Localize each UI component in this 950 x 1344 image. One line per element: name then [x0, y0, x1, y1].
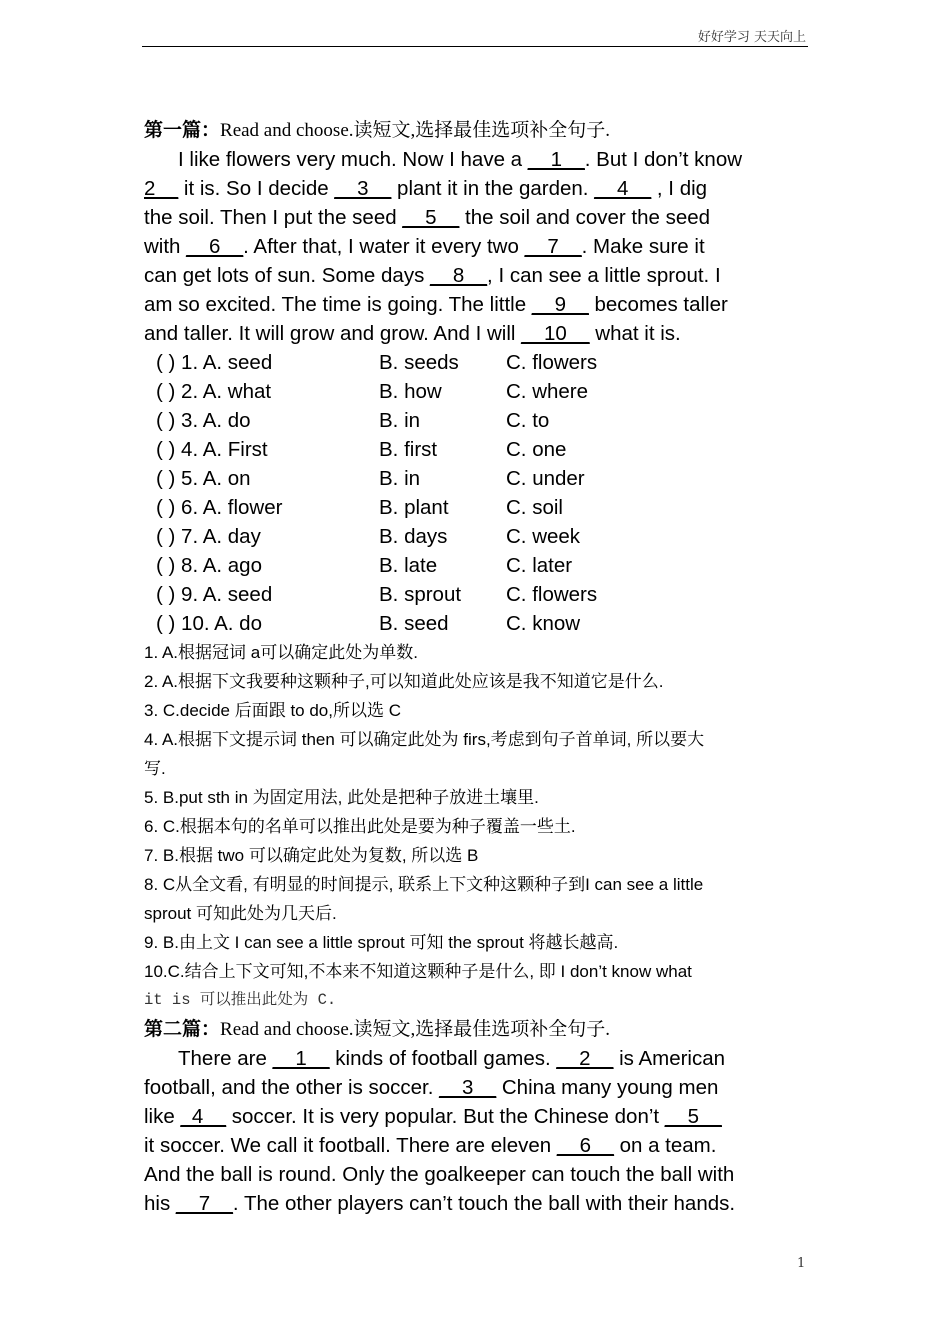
option-row — [144, 609, 812, 638]
option-b: B. in — [379, 409, 421, 432]
section-1-answers — [144, 638, 812, 1015]
blank: __2__ — [556, 1047, 614, 1070]
passage-line: the soil. Then I put the seed __5__ the soil and cover the seed — [144, 203, 812, 232]
blank: __6__ — [556, 1134, 614, 1157]
section-1-passage — [144, 145, 812, 348]
answer-note: 2. A.根据下文我要种这颗种子,可以知道此处应该是我不知道它是什么. — [144, 672, 664, 691]
question-number: ( ) 1. A. seed — [156, 351, 273, 374]
option-row — [144, 406, 812, 435]
question-number: ( ) 3. A. do — [156, 409, 251, 432]
option-row — [144, 464, 812, 493]
passage-line: football, and the other is soccer. __3__ China many young men — [144, 1073, 812, 1102]
question-number: ( ) 8. A. ago — [156, 554, 262, 577]
answer-note: 4. A.根据下文提示词 then 可以确定此处为 firs,考虑到句子首单词, 所以要大 — [144, 730, 705, 749]
passage-line: 2__ it is. So I decide __3__ plant it in the garden. __4__ , I dig — [144, 174, 812, 203]
question-number: ( ) 7. A. day — [156, 525, 261, 548]
answer-note: 9. B.由上文 I can see a little sprout 可知 the sprout 将越长越高. — [144, 933, 619, 952]
header-text: 好好学习 天天向上 — [697, 30, 806, 45]
question-number: ( ) 4. A. First — [156, 438, 268, 461]
option-c: C. flowers — [506, 351, 598, 374]
section-1-title-bold: 第一篇： — [144, 120, 221, 141]
passage-line: with __6__. After that, I water it every two __7__. Make sure it — [144, 232, 812, 261]
answer-note: 5. B.put sth in 为固定用法, 此处是把种子放进土壤里. — [144, 788, 539, 807]
answer-note: 1. A.根据冠词 a可以确定此处为单数. — [144, 643, 418, 662]
blank: __3__ — [334, 177, 392, 200]
page-number: 1 — [797, 1256, 806, 1271]
answer-note: it is 可以推出此处为 C. — [144, 991, 337, 1009]
blank: __5__ — [664, 1105, 722, 1128]
option-b: B. seed — [379, 612, 449, 635]
blank: __5__ — [402, 206, 460, 229]
answer-note: 3. C.decide 后面跟 to do,所以选 C — [144, 701, 401, 720]
passage-line: I like flowers very much. Now I have a __1__. But I don’t know — [144, 145, 812, 174]
option-c: C. one — [506, 438, 567, 461]
passage-line: it soccer. We call it football. There are eleven __6__ on a team. — [144, 1131, 812, 1160]
option-row — [144, 551, 812, 580]
section-1-title — [144, 116, 812, 145]
answer-note: 8. C从全文看, 有明显的时间提示, 联系上下文种这颗种子到I can see a little — [144, 875, 704, 894]
option-b: B. days — [379, 525, 448, 548]
blank: _4__ — [180, 1105, 227, 1128]
option-b: B. first — [379, 438, 438, 461]
blank: __9__ — [531, 293, 589, 316]
option-row — [144, 522, 812, 551]
answer-note: 7. B.根据 two 可以确定此处为复数, 所以选 B — [144, 846, 479, 865]
option-c: C. to — [506, 409, 550, 432]
section-2-title-bold: 第二篇： — [144, 1019, 221, 1040]
option-b: B. sprout — [379, 583, 462, 606]
option-b: B. in — [379, 467, 421, 490]
passage-line: and taller. It will grow and grow. And I will __10__ what it is. — [144, 319, 812, 348]
blank: __1__ — [527, 148, 585, 171]
section-1-options — [144, 348, 812, 638]
question-number: ( ) 2. A. what — [156, 380, 272, 403]
blank: __1__ — [272, 1047, 330, 1070]
passage-line: his __7__. The other players can’t touch the ball with their hands. — [144, 1189, 812, 1218]
option-row — [144, 580, 812, 609]
option-c: C. know — [506, 612, 581, 635]
section-2-passage — [144, 1044, 812, 1218]
passage-line: like _4__ soccer. It is very popular. But the Chinese don’t __5__ — [144, 1102, 812, 1131]
blank: 2__ — [144, 177, 179, 200]
option-c: C. soil — [506, 496, 563, 519]
blank: __3__ — [439, 1076, 497, 1099]
option-row — [144, 493, 812, 522]
option-b: B. seeds — [379, 351, 459, 374]
answer-note: 写. — [144, 759, 166, 778]
section-2-title — [144, 1015, 812, 1044]
question-number: ( ) 9. A. seed — [156, 583, 273, 606]
blank: __10__ — [521, 322, 590, 345]
section-2-title-rest: Read and choose.读短文,选择最佳选项补全句子. — [220, 1019, 610, 1040]
answer-note: 10.C.结合上下文可知,不本来不知道这颗种子是什么, 即 I don’t know what — [144, 962, 692, 981]
blank: __7__ — [175, 1192, 233, 1215]
passage-line: am so excited. The time is going. The little __9__ becomes taller — [144, 290, 812, 319]
answer-note: 6. C.根据本句的名单可以推出此处是要为种子覆盖一些土. — [144, 817, 576, 836]
page-header — [142, 24, 808, 47]
document-body — [144, 116, 812, 1218]
blank: __8__ — [430, 264, 488, 287]
passage-line: There are __1__ kinds of football games. __2__ is American — [144, 1044, 812, 1073]
blank: __7__ — [524, 235, 582, 258]
section-1-title-rest: Read and choose.读短文,选择最佳选项补全句子. — [220, 120, 610, 141]
answer-note: sprout 可知此处为几天后. — [144, 904, 337, 923]
option-c: C. flowers — [506, 583, 598, 606]
option-b: B. how — [379, 380, 442, 403]
question-number: ( ) 6. A. flower — [156, 496, 283, 519]
option-c: C. under — [506, 467, 585, 490]
option-b: B. late — [379, 554, 438, 577]
option-c: C. week — [506, 525, 581, 548]
question-number: ( ) 10. A. do — [156, 612, 262, 635]
option-row — [144, 435, 812, 464]
question-number: ( ) 5. A. on — [156, 467, 251, 490]
blank: __4__ — [594, 177, 652, 200]
option-b: B. plant — [379, 496, 449, 519]
passage-line: And the ball is round. Only the goalkeeper can touch the ball with — [144, 1163, 735, 1186]
option-c: C. where — [506, 380, 589, 403]
option-row — [144, 377, 812, 406]
option-c: C. later — [506, 554, 573, 577]
passage-line: can get lots of sun. Some days __8__, I can see a little sprout. I — [144, 261, 812, 290]
blank: __6__ — [186, 235, 244, 258]
option-row — [144, 348, 812, 377]
